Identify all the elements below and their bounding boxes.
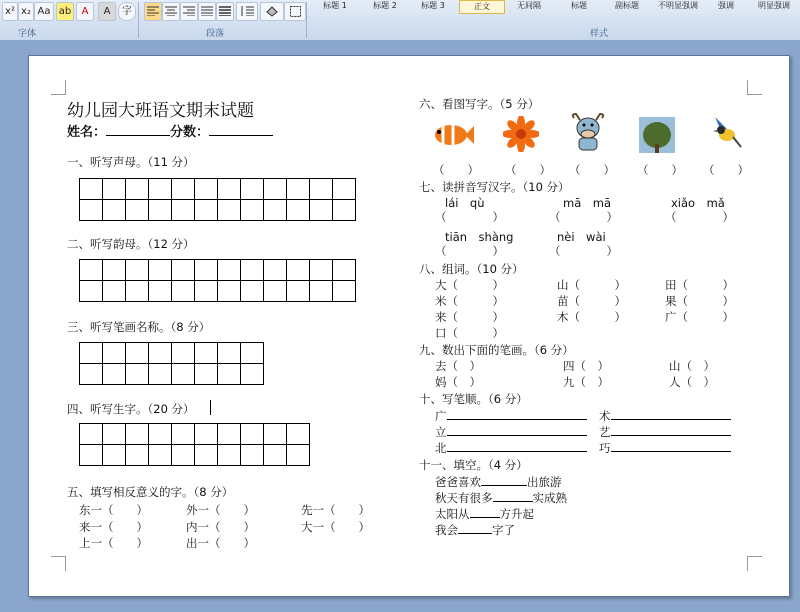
fill-pre: 爸爸喜欢 <box>435 475 481 489</box>
font-group-label: 字体 <box>18 29 37 39</box>
stroke-order-char: 北 <box>435 441 447 455</box>
section-10-heading: 十、写笔顺。（6 分） <box>419 392 528 406</box>
stroke-count-item: 四（ ） <box>563 359 609 373</box>
section-11-heading: 十一、填空。（4 分） <box>419 458 528 472</box>
borders-icon <box>290 6 301 17</box>
tree-icon <box>639 117 675 153</box>
picture-blank: （ ） <box>505 163 551 177</box>
line-spacing-button[interactable] <box>236 2 258 21</box>
stroke-order-blank[interactable] <box>447 451 587 452</box>
picture-blank: （ ） <box>433 163 479 177</box>
style-no-spacing[interactable]: 无间隔 <box>517 1 541 10</box>
stroke-order-blank[interactable] <box>611 435 731 436</box>
fill-post: 实成熟 <box>532 491 567 505</box>
stroke-order-item <box>435 440 587 456</box>
style-heading3[interactable]: 标题 3 <box>421 1 445 10</box>
clownfish-icon <box>431 119 475 151</box>
fill-pre: 太阳从 <box>435 507 470 521</box>
stroke-count-item: 九（ ） <box>563 375 609 389</box>
fill-post: 方升起 <box>499 507 534 521</box>
distributed-button[interactable] <box>216 2 234 21</box>
pinyin-blank: （ ） <box>549 244 618 258</box>
styles-group-label: 样式 <box>590 29 609 39</box>
section-7-heading: 七、读拼音写汉字。（10 分） <box>419 180 570 194</box>
stroke-order-item <box>599 424 731 440</box>
distributed-icon <box>219 6 231 16</box>
word-group-item: 口（ ） <box>435 326 504 340</box>
opposite-item: 出一（ ） <box>186 536 255 550</box>
section-5-heading: 五、填写相反意义的字。（8 分） <box>67 485 234 499</box>
align-left-button[interactable] <box>144 2 162 21</box>
highlight-button[interactable]: ab <box>56 2 74 21</box>
subscript-button[interactable]: x₂ <box>18 2 34 21</box>
style-heading2[interactable]: 标题 2 <box>373 1 397 10</box>
align-left-icon <box>147 6 159 16</box>
stroke-count-item: 去（ ） <box>435 359 481 373</box>
word-group-item: 果（ ） <box>665 294 734 308</box>
fill-blank-line <box>435 522 515 538</box>
name-score-line <box>67 121 273 140</box>
pinyin: lái qù <box>445 196 485 210</box>
fill-post: 出旅游 <box>527 475 562 489</box>
stroke-order-item <box>599 408 731 424</box>
opposite-item: 先一（ ） <box>301 503 370 517</box>
word-group-item: 田（ ） <box>665 278 734 292</box>
score-blank[interactable] <box>209 135 273 136</box>
stroke-order-blank[interactable] <box>611 451 731 452</box>
stroke-order-char: 术 <box>599 409 611 423</box>
fill-blank-line <box>435 506 534 522</box>
enclose-char-button[interactable]: 字 <box>118 2 136 21</box>
grid-characters <box>79 423 310 466</box>
name-blank[interactable] <box>106 135 170 136</box>
opposite-item: 外一（ ） <box>186 503 255 517</box>
pinyin: xiǎo mǎ <box>671 196 725 210</box>
opposite-item: 来一（ ） <box>79 520 148 534</box>
section-1-heading: 一、听写声母。（11 分） <box>67 155 195 169</box>
pinyin-blank: （ ） <box>435 210 504 224</box>
cow-icon <box>570 112 606 154</box>
opposite-item: 内一（ ） <box>186 520 255 534</box>
grid-initials <box>79 178 356 221</box>
shading-button[interactable] <box>260 2 284 21</box>
document-page[interactable] <box>28 55 790 597</box>
word-group-item: 山（ ） <box>557 278 626 292</box>
align-center-button[interactable] <box>162 2 180 21</box>
style-title[interactable]: 标题 <box>571 1 587 10</box>
pinyin-blank: （ ） <box>435 244 504 258</box>
stroke-order-item <box>435 408 587 424</box>
word-group-item: 木（ ） <box>557 310 626 324</box>
line-spacing-icon <box>240 6 254 16</box>
section-6-heading: 六、看图写字。（5 分） <box>419 97 540 111</box>
superscript-button[interactable]: x² <box>2 2 18 21</box>
name-label: 姓名： <box>67 125 107 140</box>
justify-icon <box>201 6 213 16</box>
word-group-item: 苗（ ） <box>557 294 626 308</box>
word-group-item: 大（ ） <box>435 278 504 292</box>
pinyin-blank: （ ） <box>665 210 734 224</box>
picture-blank: （ ） <box>703 163 749 177</box>
pinyin: mā mā <box>563 196 611 210</box>
opposite-item: 东一（ ） <box>79 503 148 517</box>
style-intense-emphasis[interactable]: 明显强调 <box>758 1 790 10</box>
stroke-count-item: 人（ ） <box>669 375 715 389</box>
stroke-count-item: 山（ ） <box>669 359 715 373</box>
stroke-order-char: 广 <box>435 409 447 423</box>
fill-pre: 我会 <box>435 523 458 537</box>
fill-post: 字了 <box>492 523 515 537</box>
score-label: 分数： <box>170 125 210 140</box>
pinyin-blank: （ ） <box>549 210 618 224</box>
stroke-order-item <box>435 424 587 440</box>
align-center-icon <box>165 6 177 16</box>
paragraph-group-label: 段落 <box>206 29 225 39</box>
crop-mark <box>747 80 762 95</box>
stroke-order-blank[interactable] <box>611 419 731 420</box>
pinyin: nèi wài <box>557 230 606 244</box>
paint-bucket-icon <box>265 6 279 17</box>
fill-blank[interactable] <box>458 533 492 534</box>
word-group-item: 广（ ） <box>665 310 734 324</box>
change-case-button[interactable]: Aa <box>34 2 54 21</box>
fill-blank[interactable] <box>470 517 500 518</box>
fill-pre: 秋天有很多 <box>435 491 493 505</box>
grid-finals <box>79 259 356 302</box>
page-title: 幼儿园大班语文期末试题 <box>67 101 254 121</box>
section-9-heading: 九、数出下面的笔画。（6 分） <box>419 343 574 357</box>
word-group-item: 来（ ） <box>435 310 504 324</box>
section-3-heading: 三、听写笔画名称。（8 分） <box>67 320 211 334</box>
align-right-icon <box>183 6 195 16</box>
word-group-item: 米（ ） <box>435 294 504 308</box>
style-emphasis[interactable]: 强调 <box>718 1 734 10</box>
crop-mark <box>747 556 762 571</box>
flower-icon <box>503 116 539 152</box>
ribbon <box>0 0 800 41</box>
fill-blank-line <box>435 474 562 490</box>
bird-icon <box>709 113 743 153</box>
crop-mark <box>51 80 66 95</box>
section-8-heading: 八、组词。（10 分） <box>419 262 524 276</box>
style-normal[interactable]: 正文 <box>459 0 505 14</box>
style-subtle-emphasis[interactable]: 不明显强调 <box>658 1 698 10</box>
stroke-count-item: 妈（ ） <box>435 375 481 389</box>
grid-strokes <box>79 342 264 385</box>
stroke-order-item <box>599 440 731 456</box>
opposite-item: 上一（ ） <box>79 536 148 550</box>
borders-button[interactable] <box>284 2 306 21</box>
stroke-order-char: 巧 <box>599 441 611 455</box>
section-2-heading: 二、听写韵母。（12 分） <box>67 237 195 251</box>
section-4-heading: 四、听写生字。（20 分） <box>67 402 195 416</box>
crop-mark <box>51 556 66 571</box>
style-subtitle[interactable]: 副标题 <box>615 1 639 10</box>
style-heading1[interactable]: 标题 1 <box>323 1 347 10</box>
align-right-button[interactable] <box>180 2 198 21</box>
justify-button[interactable] <box>198 2 216 21</box>
picture-blank: （ ） <box>637 163 683 177</box>
stroke-order-blank[interactable] <box>447 419 587 420</box>
fill-blank[interactable] <box>493 501 533 502</box>
font-color-button[interactable]: A <box>76 2 94 21</box>
text-cursor <box>210 400 211 415</box>
char-shading-button[interactable]: A <box>98 2 116 21</box>
pinyin: tiān shàng <box>445 230 514 244</box>
stroke-order-char: 艺 <box>599 425 611 439</box>
opposite-item: 大一（ ） <box>301 520 370 534</box>
stroke-order-char: 立 <box>435 425 447 439</box>
picture-blank: （ ） <box>569 163 615 177</box>
fill-blank[interactable] <box>481 485 527 486</box>
stroke-order-blank[interactable] <box>447 435 587 436</box>
fill-blank-line <box>435 490 567 506</box>
